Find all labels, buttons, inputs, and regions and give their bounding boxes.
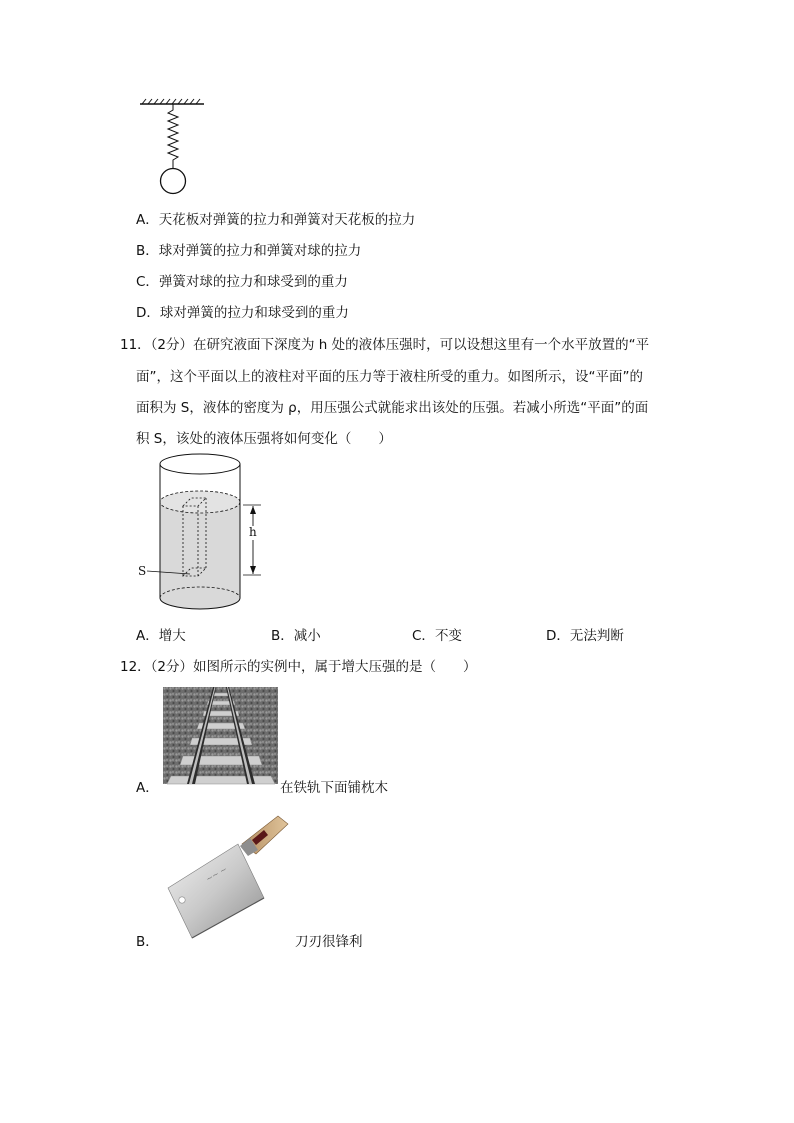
q10-option-a: A．天花板对弹簧的拉力和弹簧对天花板的拉力 bbox=[136, 212, 416, 228]
q11-option-d: D．无法判断 bbox=[546, 628, 624, 644]
s-label: S bbox=[138, 564, 147, 578]
q12-option-a-text: 在铁轨下面铺枕木 bbox=[280, 780, 388, 796]
q11-line-2: 面”，这个平面以上的液柱对平面的压力等于液柱所受的重力。如图所示，设“平面”的 bbox=[136, 369, 643, 385]
q11-option-b: B．减小 bbox=[271, 628, 321, 644]
q12-option-b-letter: B． bbox=[136, 934, 159, 950]
q10-option-b: B．球对弹簧的拉力和弹簧对球的拉力 bbox=[136, 243, 362, 259]
railway-track-image bbox=[163, 687, 278, 784]
q10-option-d: D．球对弹簧的拉力和球受到的重力 bbox=[136, 305, 349, 321]
q11-option-a: A．增大 bbox=[136, 628, 186, 644]
svg-text:~~ ~: ~~ ~ bbox=[204, 864, 229, 884]
cleaver-knife-image bbox=[160, 810, 290, 940]
spring-ball-figure bbox=[138, 98, 218, 198]
q11-option-c: C．不变 bbox=[412, 628, 462, 644]
q10-option-c: C．弹簧对球的拉力和球受到的重力 bbox=[136, 274, 348, 290]
q12-line: 12．（2分）如图所示的实例中，属于增大压强的是（ ） bbox=[120, 659, 477, 675]
h-label: h bbox=[249, 525, 257, 539]
q12-option-a-letter: A． bbox=[136, 780, 159, 796]
q11-line-3: 面积为 S，液体的密度为 ρ，用压强公式就能求出该处的压强。若减小所选“平面”的面 bbox=[136, 400, 649, 416]
q11-line-1: 11．（2分）在研究液面下深度为 h 处的液体压强时，可以设想这里有一个水平放置的“平 bbox=[120, 337, 650, 353]
q12-option-b-text: 刀刃很锋利 bbox=[295, 934, 363, 950]
q11-line-4: 积 S，该处的液体压强将如何变化（ ） bbox=[136, 431, 392, 447]
